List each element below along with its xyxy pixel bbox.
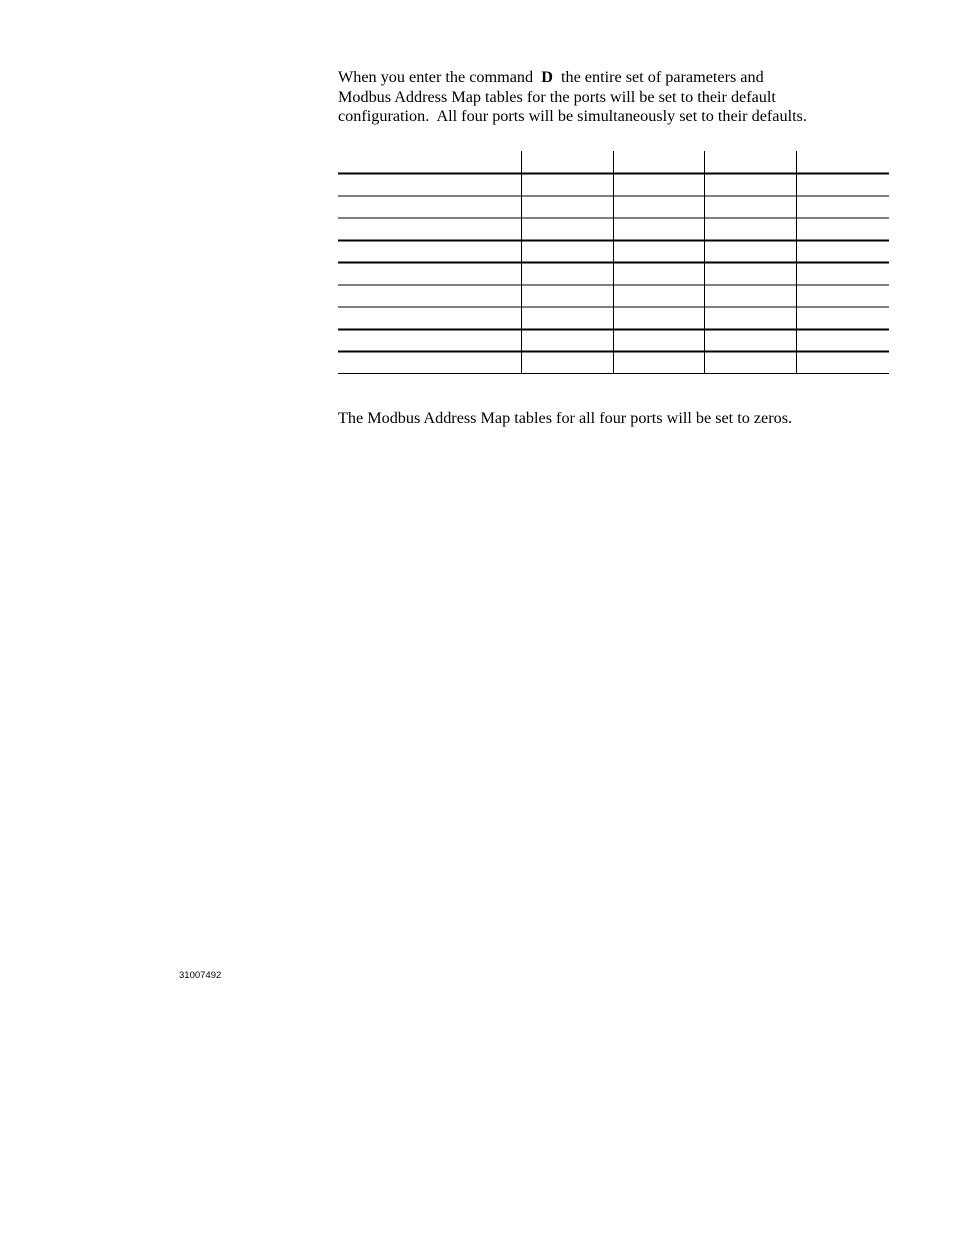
document-number: 31007492	[179, 970, 222, 981]
port-defaults-table-grid	[338, 151, 889, 374]
port-defaults-table	[338, 151, 889, 374]
intro-line-1-end: the entire set of parameters and	[552, 68, 764, 86]
intro-line-3: configuration. All four ports will be simultaneously set to their defaults.	[338, 107, 807, 126]
intro-line-2: Modbus Address Map tables for the ports will be set to their default	[338, 87, 776, 106]
command-d: D	[541, 68, 553, 86]
intro-line-1-start: When you enter the command	[338, 68, 542, 86]
intro-paragraph	[338, 68, 898, 127]
outro-paragraph: The Modbus Address Map tables for all four ports will be set to zeros.	[338, 409, 793, 427]
